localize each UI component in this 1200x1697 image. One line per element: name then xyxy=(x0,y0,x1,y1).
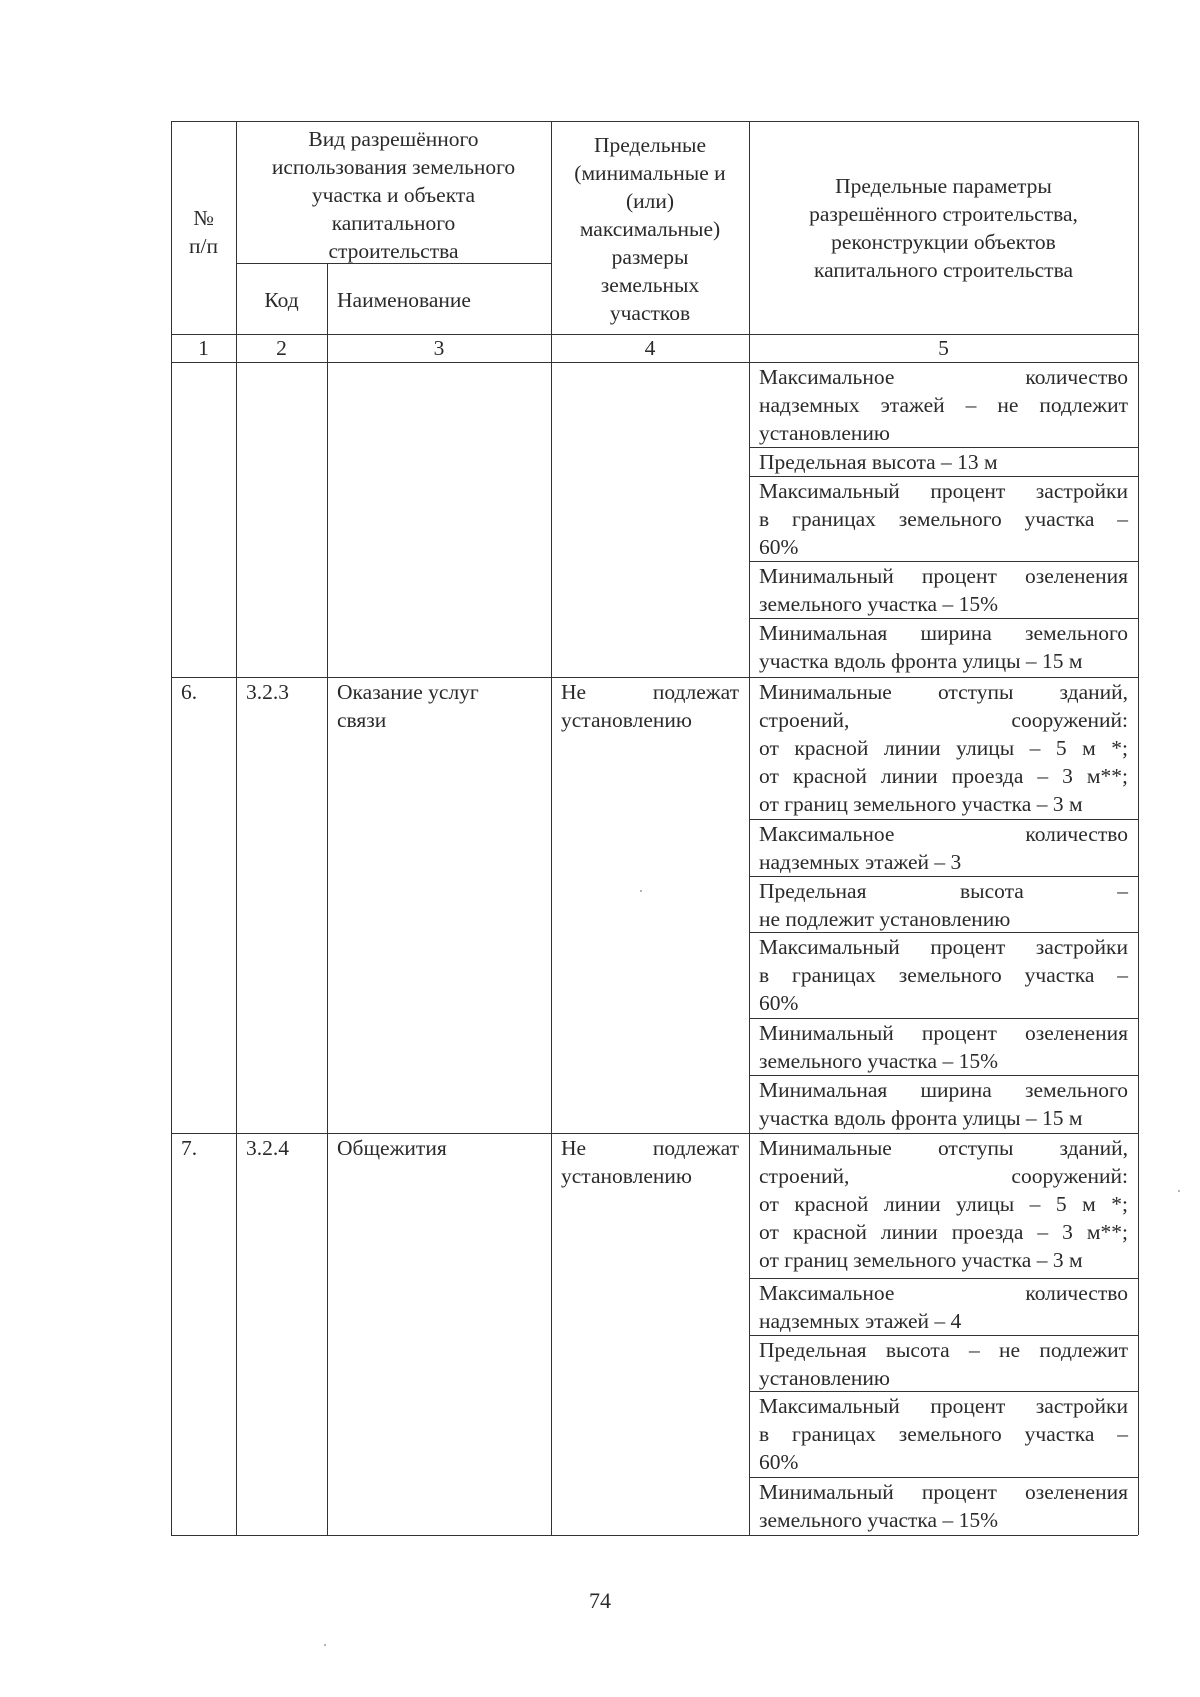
scan-speck xyxy=(1178,1190,1180,1192)
parameter-text: установлению xyxy=(759,421,890,445)
column-number: 2 xyxy=(276,336,287,360)
parameter-text: Минимальная ширина земельного xyxy=(759,1078,1128,1102)
column-number: 5 xyxy=(938,336,949,360)
table-rule xyxy=(1138,121,1139,1535)
parameter-text: Минимальный процент озеленения xyxy=(759,1480,1128,1504)
parameter-text: от границ земельного участка – 3 м xyxy=(759,792,1083,816)
parameter-text: земельного участка – 15% xyxy=(759,592,998,616)
row-name: Общежития xyxy=(337,1136,447,1160)
parameter-text: Минимальные отступы зданий, xyxy=(759,680,1128,704)
header-name: Наименование xyxy=(337,288,471,312)
parameter-text: от красной линии проезда – 3 м**; xyxy=(759,764,1128,788)
parameter-text: от красной линии улицы – 5 м *; xyxy=(759,1192,1128,1216)
header-plot-sizes: (или) xyxy=(625,189,675,213)
parameter-text: земельного участка – 15% xyxy=(759,1049,998,1073)
column-number: 3 xyxy=(433,336,445,360)
header-plot-sizes: максимальные) xyxy=(579,217,721,241)
parameter-text: Предельная высота – 13 м xyxy=(759,450,998,474)
table-rule xyxy=(171,1535,1138,1536)
parameter-text: 60% xyxy=(759,535,799,559)
parameter-text: участка вдоль фронта улицы – 15 м xyxy=(759,1106,1083,1130)
parameter-text: от границ земельного участка – 3 м xyxy=(759,1248,1083,1272)
parameter-text: Максимальный процент застройки xyxy=(759,935,1128,959)
header-permitted-use: строительства xyxy=(328,239,459,263)
header-construction-params: капитального строительства xyxy=(813,258,1073,282)
header-code: Код xyxy=(264,288,299,312)
parameter-text: надземных этажей – 3 xyxy=(759,850,962,874)
parameter-text: в границах земельного участка – xyxy=(759,963,1128,987)
header-plot-sizes: участков xyxy=(609,301,691,325)
header-number-column: п/п xyxy=(189,234,218,258)
row-number: 6. xyxy=(181,680,198,704)
parameter-text: участка вдоль фронта улицы – 15 м xyxy=(759,649,1083,673)
parameter-text: Минимальный процент озеленения xyxy=(759,564,1128,588)
row-name: связи xyxy=(337,708,387,732)
parameter-text: Предельная высота – не подлежит xyxy=(759,1338,1128,1362)
parameter-text: строений, сооружений: xyxy=(759,708,1128,732)
parameter-text: Максимальное количество xyxy=(759,1281,1128,1305)
parameter-text: Минимальный процент озеленения xyxy=(759,1021,1128,1045)
header-construction-params: Предельные параметры xyxy=(835,174,1052,198)
row-code: 3.2.4 xyxy=(246,1136,289,1160)
parameter-text: 60% xyxy=(759,1450,799,1474)
row-sizes: установлению xyxy=(561,1164,692,1188)
header-plot-sizes: Предельные xyxy=(593,133,707,157)
row-code: 3.2.3 xyxy=(246,680,289,704)
parameter-text: Предельная высота – xyxy=(759,879,1128,903)
parameter-text: установлению xyxy=(759,1366,890,1390)
header-permitted-use: Вид разрешённого xyxy=(308,127,479,151)
parameter-text: Максимальный процент застройки xyxy=(759,479,1128,503)
parameter-text: Максимальный процент застройки xyxy=(759,1394,1128,1418)
header-number-column: № xyxy=(193,206,214,230)
parameter-text: Максимальное количество xyxy=(759,822,1128,846)
parameter-text: от красной линии проезда – 3 м**; xyxy=(759,1220,1128,1244)
parameter-text: в границах земельного участка – xyxy=(759,507,1128,531)
row-name: Оказание услуг xyxy=(337,680,479,704)
header-plot-sizes: земельных xyxy=(600,273,700,297)
parameter-text: Минимальная ширина земельного xyxy=(759,621,1128,645)
row-sizes: Не подлежат xyxy=(561,680,739,704)
parameter-text: Максимальное количество xyxy=(759,365,1128,389)
parameter-text: от красной линии улицы – 5 м *; xyxy=(759,736,1128,760)
header-permitted-use: участка и объекта xyxy=(311,183,476,207)
table-rule xyxy=(327,263,328,1535)
parameter-text: надземных этажей – не подлежит xyxy=(759,393,1128,417)
page-number: 74 xyxy=(589,1588,611,1613)
row-sizes: Не подлежат xyxy=(561,1136,739,1160)
parameter-text: не подлежит установлению xyxy=(759,907,1011,931)
scan-speck xyxy=(640,890,642,892)
table-rule xyxy=(236,263,237,1535)
column-number: 4 xyxy=(644,336,656,360)
header-construction-params: реконструкции объектов xyxy=(831,230,1056,254)
parameter-text: строений, сооружений: xyxy=(759,1164,1128,1188)
header-plot-sizes: (минимальные и xyxy=(574,161,726,185)
parameter-text: 60% xyxy=(759,991,799,1015)
parameter-text: в границах земельного участка – xyxy=(759,1422,1128,1446)
row-sizes: установлению xyxy=(561,708,692,732)
row-number: 7. xyxy=(181,1136,198,1160)
table-rule xyxy=(171,121,1138,122)
scan-speck xyxy=(324,1644,326,1646)
header-construction-params: разрешённого строительства, xyxy=(809,202,1078,226)
header-permitted-use: капитального xyxy=(331,211,456,235)
parameter-text: Минимальные отступы зданий, xyxy=(759,1136,1128,1160)
header-plot-sizes: размеры xyxy=(611,245,689,269)
parameter-text: надземных этажей – 4 xyxy=(759,1309,962,1333)
parameter-text: земельного участка – 15% xyxy=(759,1508,998,1532)
column-number: 1 xyxy=(198,336,209,360)
header-permitted-use: использования земельного xyxy=(271,155,516,179)
